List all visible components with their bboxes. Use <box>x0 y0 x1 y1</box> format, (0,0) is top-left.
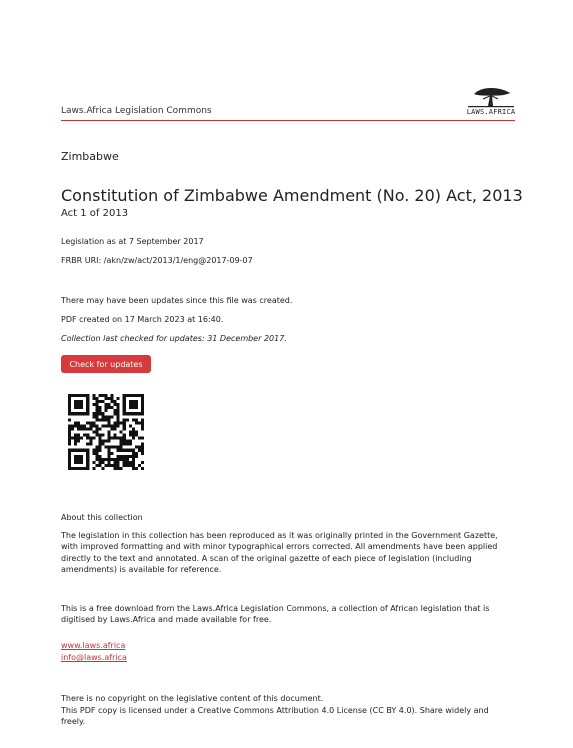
pdf-created: PDF created on 17 March 2023 at 16:40. <box>61 315 224 324</box>
document-subtitle: Act 1 of 2013 <box>61 208 129 219</box>
check-for-updates-button[interactable]: Check for updates <box>61 355 151 373</box>
document-title: Constitution of Zimbabwe Amendment (No. 20) Act, 2013 <box>61 186 523 205</box>
collection-checked: Collection last checked for updates: 31 December 2017. <box>61 334 287 343</box>
header-divider <box>61 120 515 121</box>
logo-wordmark: LAWS.AFRICA <box>466 108 516 116</box>
acacia-tree-icon <box>466 86 516 108</box>
country-name: Zimbabwe <box>61 150 119 163</box>
copyright-notice: There is no copyright on the legislative content of this document. <box>61 694 324 703</box>
free-download-paragraph: This is a free download from the Laws.Africa Legislation Commons, a collection of African legislation that is digitised by Laws.Africa and made available for free. <box>61 604 490 625</box>
about-heading: About this collection <box>61 513 143 522</box>
laws-africa-logo <box>466 86 516 118</box>
email-link[interactable]: info@laws.africa <box>61 653 127 662</box>
qr-code[interactable] <box>68 394 144 470</box>
updates-notice: There may have been updates since this file was created. <box>61 296 293 305</box>
license-notice: This PDF copy is licensed under a Creative Commons Attribution 4.0 License (CC BY 4.0). Share widely and freely. <box>61 706 489 727</box>
about-paragraph: The legislation in this collection has been reproduced as it was originally printed in the Government Gazette, with improved formatting and with minor typographical errors corrected. All amendments have been applied directly to the text and annotated. A scan of the original gazette of each piece of legislation (including amendments) is available for reference. <box>61 531 498 574</box>
legislation-date: Legislation as at 7 September 2017 <box>61 237 204 246</box>
frbr-uri: FRBR URI: /akn/zw/act/2013/1/eng@2017-09-07 <box>61 256 253 265</box>
collection-name: Laws.Africa Legislation Commons <box>61 106 212 116</box>
website-link[interactable]: www.laws.africa <box>61 641 126 650</box>
